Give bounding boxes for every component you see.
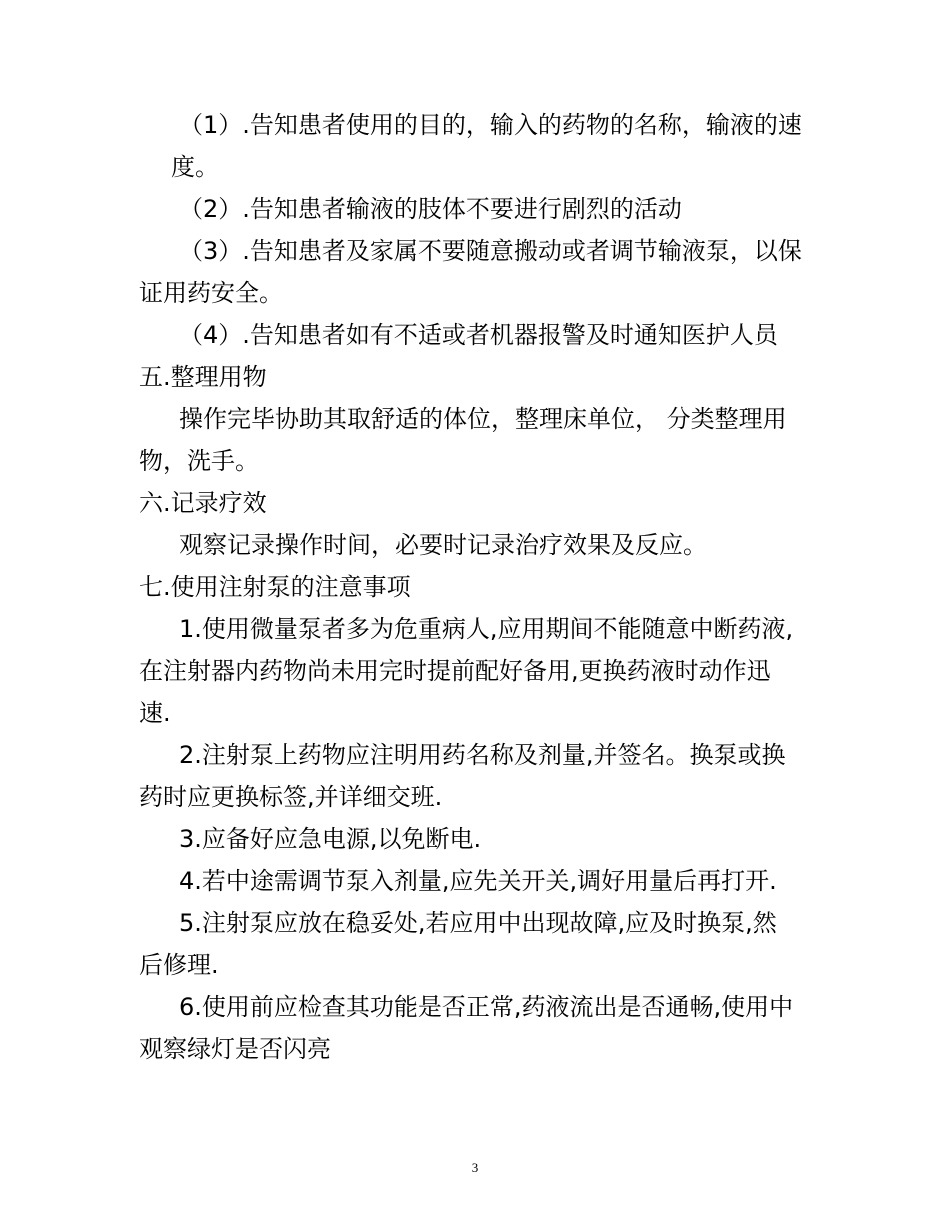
text-line: 药时应更换标签,并详细交班.: [139, 783, 443, 811]
text-line: 6.使用前应检查其功能是否正常,药液流出是否通畅,使用中: [179, 993, 794, 1021]
section-heading: 五.整理用物: [139, 363, 267, 391]
section-heading: 六.记录疗效: [139, 489, 267, 517]
text-line: 速.: [139, 699, 171, 727]
text-line: 4.若中途需调节泵入剂量,应先关开关,调好用量后再打开.: [179, 867, 777, 895]
text-line: 操作完毕协助其取舒适的体位，整理床单位， 分类整理用: [179, 405, 787, 433]
page-number: 3: [471, 1160, 479, 1175]
text-line: （1）.告知患者使用的目的，输入的药物的名称，输液的速: [179, 111, 802, 139]
section-heading: 七.使用注射泵的注意事项: [139, 573, 411, 601]
text-line: （4）.告知患者如有不适或者机器报警及时通知医护人员: [179, 321, 778, 349]
text-line: 1.使用微量泵者多为危重病人,应用期间不能随意中断药液,: [179, 615, 794, 643]
text-line: 证用药安全。: [139, 279, 283, 307]
text-line: （3）.告知患者及家属不要随意搬动或者调节输液泵，以保: [179, 237, 802, 265]
text-line: 5.注射泵应放在稳妥处,若应用中出现故障,应及时换泵,然: [179, 909, 777, 937]
text-line: 观察绿灯是否闪亮: [139, 1035, 331, 1063]
text-line: 2.注射泵上药物应注明用药名称及剂量,并签名。换泵或换: [179, 741, 786, 769]
text-line: 物，洗手。: [139, 447, 259, 475]
text-line: 度。: [171, 153, 219, 181]
text-line: （2）.告知患者输液的肢体不要进行剧烈的活动: [179, 195, 682, 223]
text-line: 3.应备好应急电源,以免断电.: [179, 825, 482, 853]
text-line: 在注射器内药物尚未用完时提前配好备用,更换药液时动作迅: [139, 657, 771, 685]
text-line: 后修理.: [139, 951, 219, 979]
text-line: 观察记录操作时间，必要时记录治疗效果及反应。: [179, 531, 707, 559]
document-body: [139, 104, 811, 1070]
